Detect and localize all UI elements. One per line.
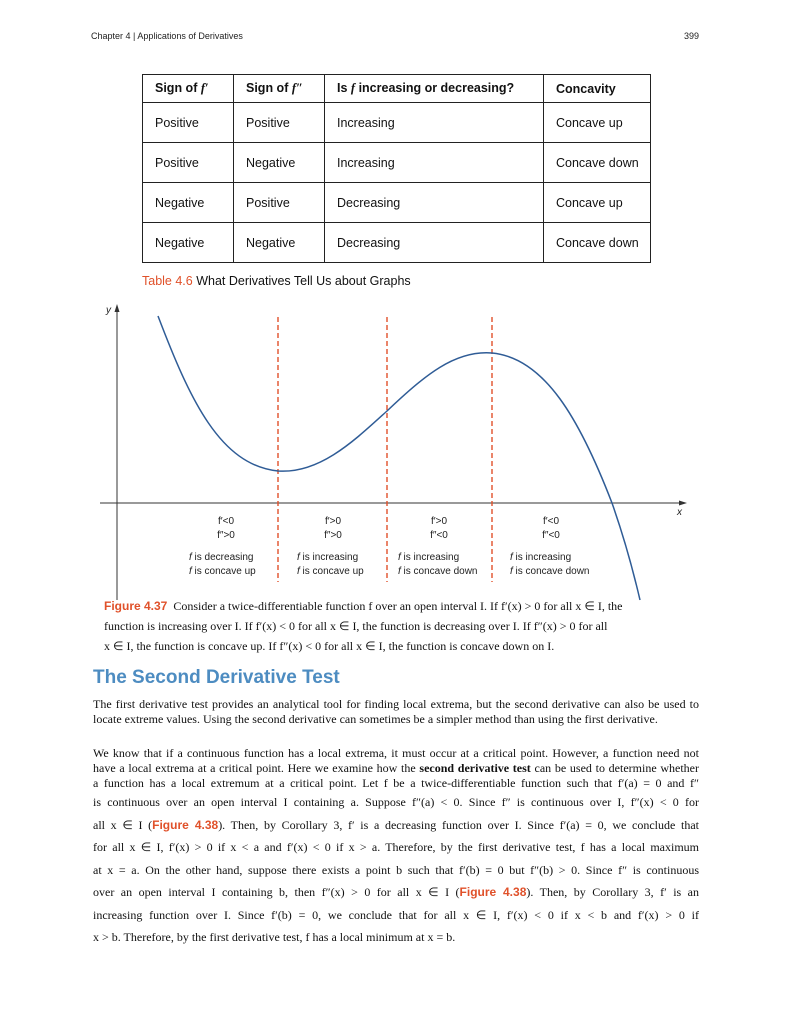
table-cell: Positive [234,183,325,223]
region-3-labels [398,516,478,577]
svg-text:f′<0: f′<0 [217,516,235,527]
table-cell: Negative [143,183,234,223]
paragraph-line: a function has a local extremum at a critical point. Let f be a twice-differentiable function such that f′(a) = 0 and f″ [93,776,699,790]
svg-text:f is increasing: f is increasing [297,552,359,563]
svg-text:f is concave down: f is concave down [398,566,478,577]
svg-text:f′>0: f′>0 [324,516,342,527]
svg-text:f is decreasing: f is decreasing [189,552,254,563]
region-4-labels [510,516,590,577]
table-cell: Concave down [544,143,651,183]
paragraph-second-derivative-test [93,746,699,949]
svg-text:f is concave up: f is concave up [297,566,364,577]
x-axis-arrow-icon [679,501,687,506]
paragraph-line: at x = a. On the other hand, suppose there exists a point b such that f′(b) = 0 but f″(b) > 0. Since f″ is continuous [93,862,699,877]
table-cell: Concave up [544,183,651,223]
svg-text:f′>0: f′>0 [430,516,448,527]
svg-text:f″<0: f″<0 [542,530,560,541]
table-cell: Positive [143,143,234,183]
region-1-labels [189,516,256,577]
figure-caption-line: Figure 4.37 Consider a twice-differentiable function f over an open interval I. If f′(x) > 0 for all x ∈ I, the [104,599,623,613]
term-second-derivative-test: second derivative test [419,761,531,775]
region-2-labels [297,516,364,577]
table-cell: Concave up [544,103,651,143]
y-axis-arrow-icon [115,304,120,312]
svg-text:f″>0: f″>0 [217,530,235,541]
paragraph-line: have a local extrema at a critical point. Here we examine how the second derivative test can be used to determine whether [93,761,700,775]
figure-caption-line: x ∈ I, the function is concave up. If f″(x) < 0 for all x ∈ I, the function is concave down on I. [104,639,555,653]
figure-4-38-link[interactable]: Figure 4.38 [459,885,527,899]
svg-text:f is concave up: f is concave up [189,566,256,577]
table-cell: Concave down [544,223,651,263]
svg-text:f is concave down: f is concave down [510,566,590,577]
x-axis-label: x [677,507,682,518]
svg-text:f″>0: f″>0 [324,530,342,541]
header-concavity: Concavity [544,75,651,103]
svg-text:f is increasing: f is increasing [510,552,572,563]
paragraph-line: is continuous over an open interval I containing a. Suppose f″(a) < 0. Since f″ is continuous over I, f″(x) < 0 for [93,795,699,809]
paragraph-line: We know that if a continuous function has a local extrema, it must occur at a critical point. However, a function need not [93,746,699,760]
paragraph-line: The first derivative test provides an analytical tool for finding local extrema, but the second derivative can also be used to [93,697,699,711]
table-cell: Increasing [325,103,544,143]
header-sign-f-double-prime: Sign of f″ [234,75,325,103]
paragraph-line: locate extreme values. Using the second derivative can sometimes be a simpler method than using the first derivative. [93,712,658,726]
table-caption-text: What Derivatives Tell Us about Graphs [192,274,411,288]
chapter-title: Chapter 4 | Applications of Derivatives [91,31,243,41]
svg-text:f is increasing: f is increasing [398,552,460,563]
header-sign-f-prime: Sign of f′ [143,75,234,103]
table-cell: Decreasing [325,183,544,223]
paragraph-line: over an open interval I containing b, then f″(x) > 0 for all x ∈ I (Figure 4.38). Then, by Corollary 3, f′ is an [93,885,699,899]
table-cell: Positive [234,103,325,143]
page-number: 399 [683,31,699,41]
paragraph-line: x > b. Therefore, by the first derivative test, f has a local minimum at x = b. [93,930,456,944]
y-axis-label: y [106,305,111,316]
paragraph-line: for all x ∈ I, f′(x) > 0 if x < a and f′(x) < 0 if x > a. Therefore, by the first derivative test, f has a local maximum [93,840,699,854]
header-increasing-decreasing: Is f increasing or decreasing? [325,75,544,103]
figure-4-38-link[interactable]: Figure 4.38 [152,817,219,832]
table-cell: Decreasing [325,223,544,263]
table-cell: Negative [234,143,325,183]
figure-caption-label: Figure 4.37 [104,599,168,613]
paragraph-line: all x ∈ I (Figure 4.38). Then, by Corollary 3, f′ is a decreasing function over I. Since f′(a) = 0, we conclude that [93,817,699,832]
table-cell: Negative [143,223,234,263]
svg-text:f″<0: f″<0 [430,530,448,541]
section-title: The Second Derivative Test [93,667,340,688]
table-caption-label: Table 4.6 [142,274,193,288]
table-cell: Positive [143,103,234,143]
figure-caption [104,596,664,656]
figure-caption-line: function is increasing over I. If f′(x) < 0 for all x ∈ I, the function is decreasing over I. If f″(x) > 0 for all [104,619,608,633]
paragraph-line: increasing function over I. Since f′(b) = 0, we conclude that for all x ∈ I, f′(x) < 0 if x < b and f′(x) > 0 if [93,907,699,922]
paragraph-intro [93,697,699,727]
table-cell: Negative [234,223,325,263]
svg-text:f′<0: f′<0 [542,516,560,527]
table-cell: Increasing [325,143,544,183]
